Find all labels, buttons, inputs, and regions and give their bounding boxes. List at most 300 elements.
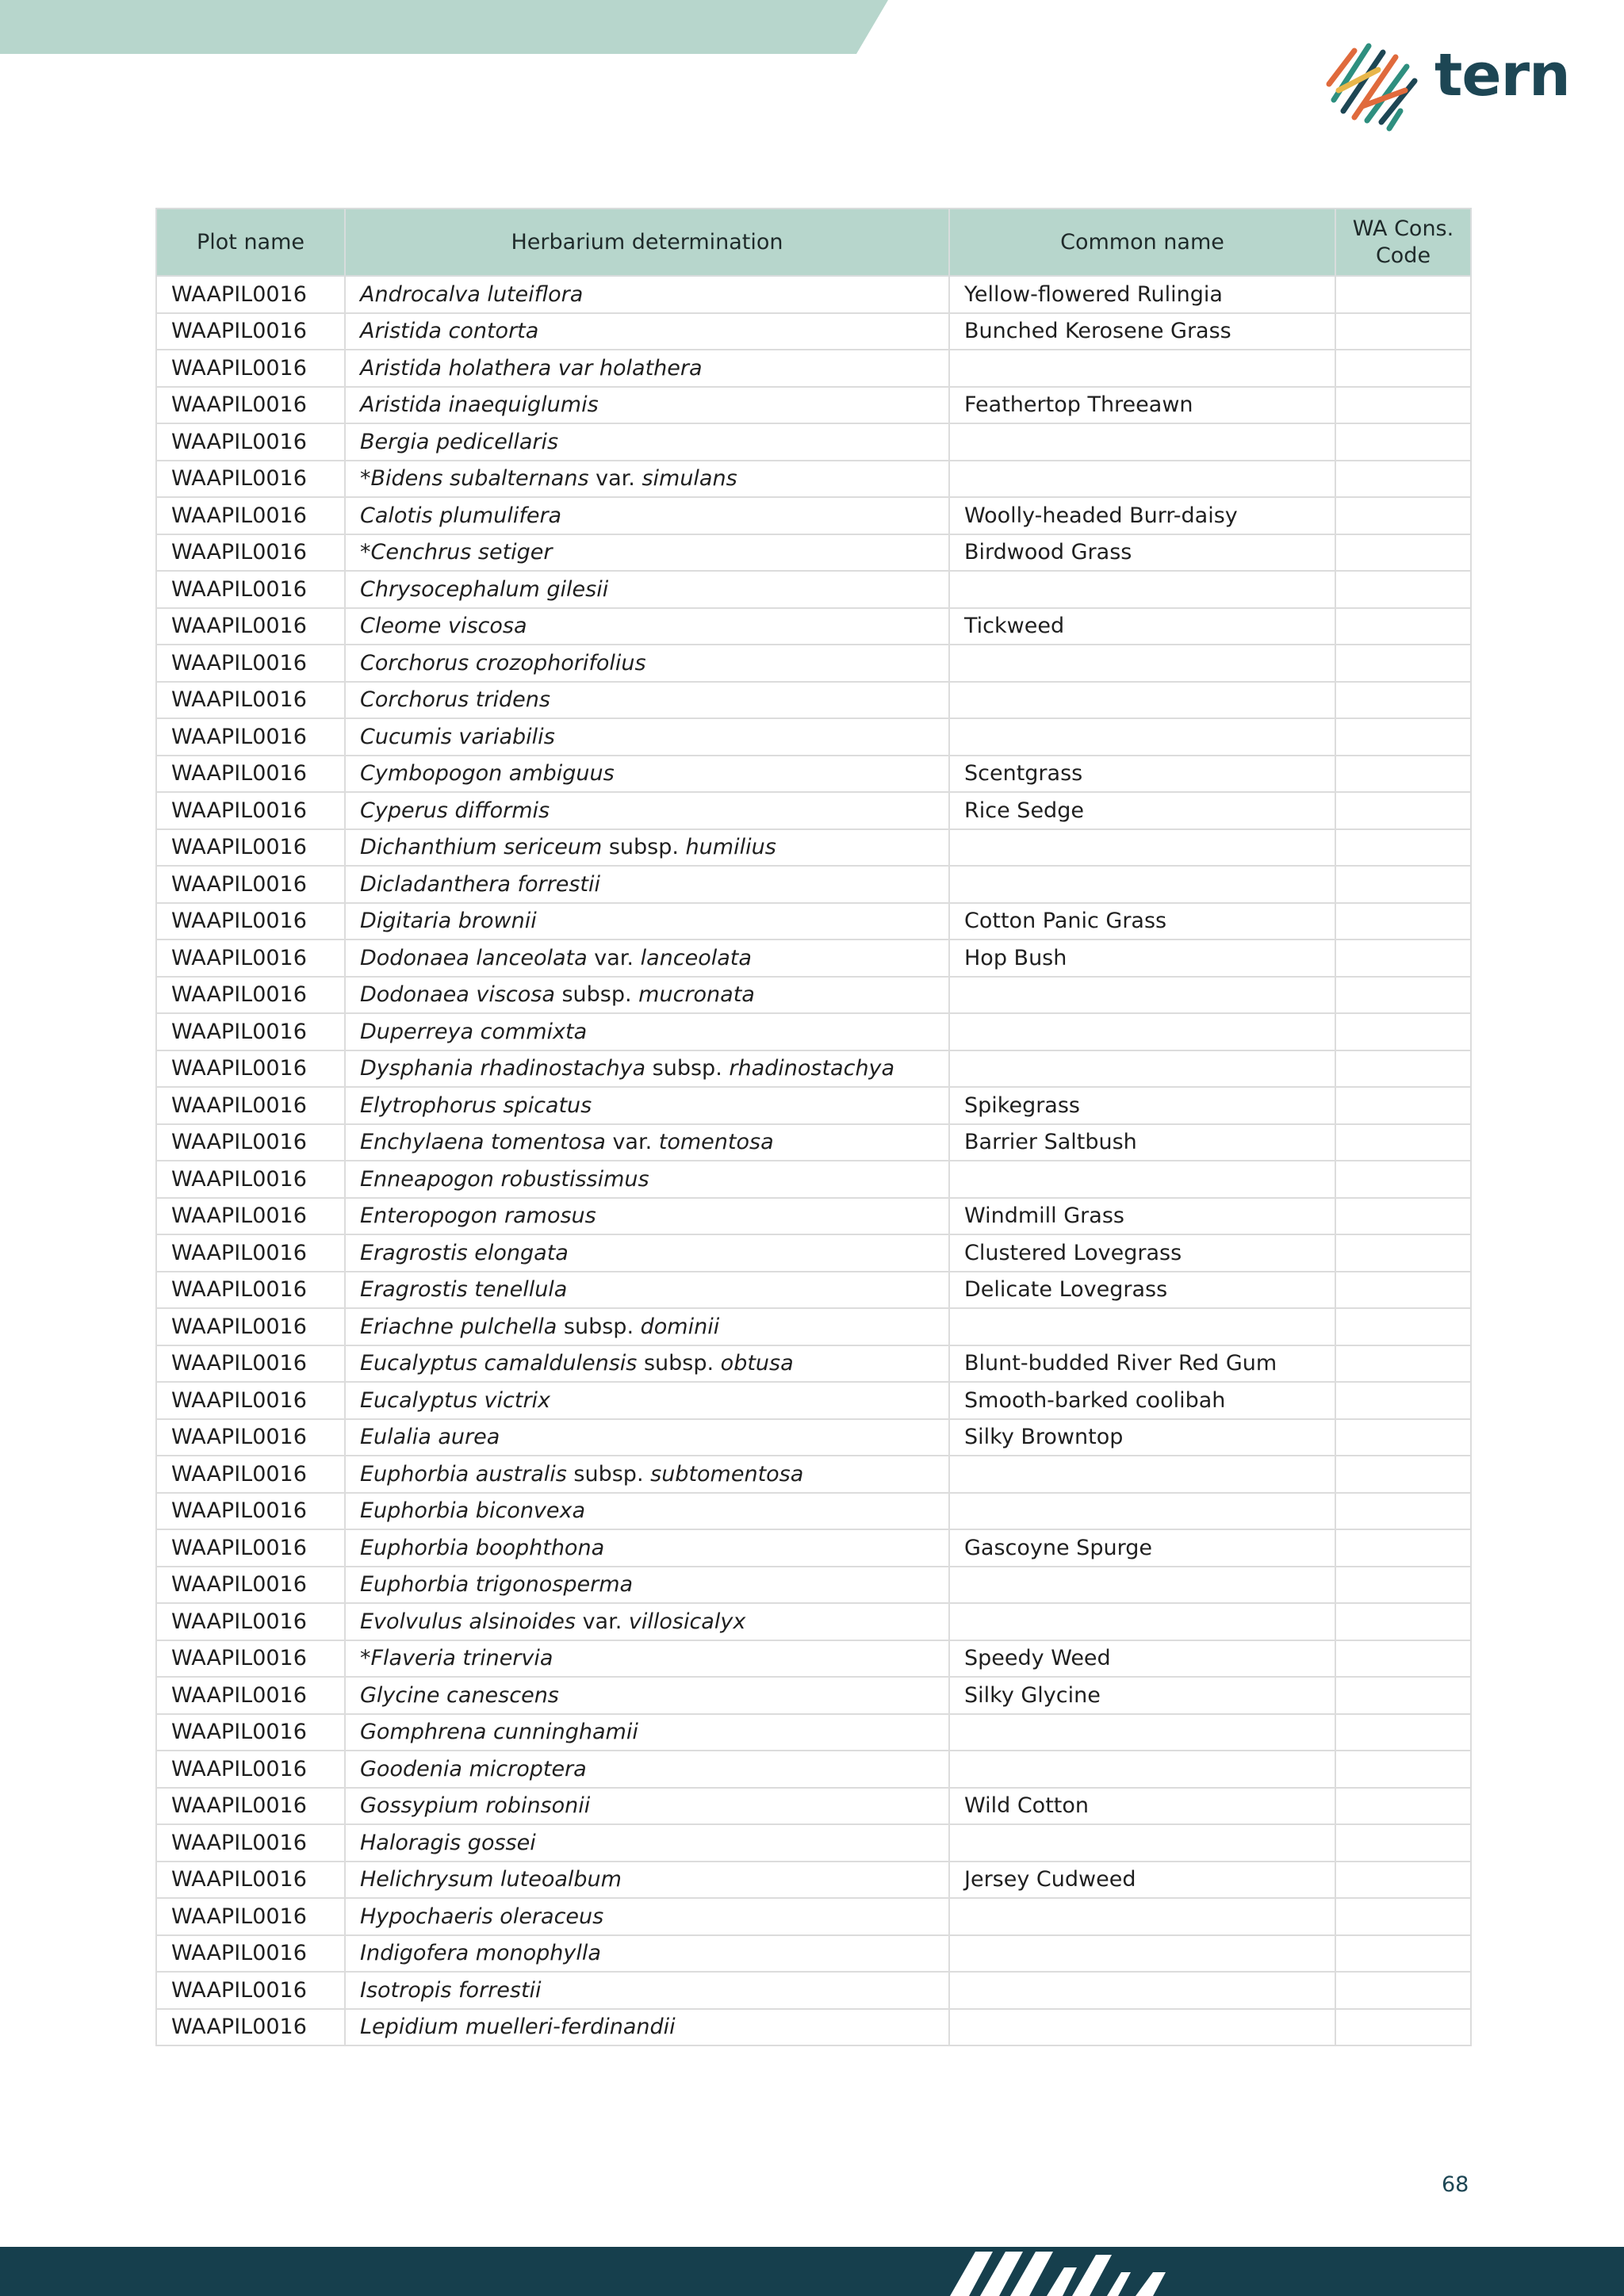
table-row — [156, 1272, 1471, 1309]
cell-herbarium-determination — [345, 1419, 949, 1456]
table-row — [156, 1493, 1471, 1530]
taxon-name-part: Cucumis variabilis — [360, 724, 555, 749]
table-row — [156, 1308, 1471, 1345]
taxon-name-part: simulans — [642, 466, 737, 492]
table-row — [156, 313, 1471, 350]
cell-herbarium-determination — [345, 423, 949, 461]
cell-wa-cons-code — [1335, 1050, 1471, 1088]
header-wa-cons-code: WA Cons. Code — [1335, 209, 1471, 276]
taxon-name-part: Evolvulus alsinoides — [360, 1609, 576, 1634]
cell-common-name — [949, 1161, 1335, 1198]
taxon-rank-part: var. — [587, 945, 641, 970]
header-common-name: Common name — [949, 209, 1335, 276]
cell-plot-name: WAAPIL0016 — [156, 1898, 345, 1935]
table-row — [156, 571, 1471, 608]
taxon-name-part: Hypochaeris oleraceus — [360, 1904, 604, 1929]
table-row — [156, 1788, 1471, 1825]
cell-plot-name: WAAPIL0016 — [156, 1087, 345, 1124]
cell-wa-cons-code — [1335, 534, 1471, 572]
cell-plot-name: WAAPIL0016 — [156, 1603, 345, 1640]
table-row — [156, 1714, 1471, 1751]
cell-herbarium-determination — [345, 1234, 949, 1272]
cell-plot-name: WAAPIL0016 — [156, 1161, 345, 1198]
cell-wa-cons-code — [1335, 1751, 1471, 1788]
taxon-rank-part: var. — [588, 466, 642, 492]
taxon-name-part: Cyperus difformis — [360, 798, 550, 823]
table-row — [156, 1603, 1471, 1640]
cell-common-name: Clustered Lovegrass — [949, 1234, 1335, 1272]
table-row — [156, 1419, 1471, 1456]
cell-plot-name: WAAPIL0016 — [156, 756, 345, 793]
table-row — [156, 866, 1471, 903]
cell-common-name — [949, 1751, 1335, 1788]
taxon-name-part: Elytrophorus spicatus — [360, 1093, 592, 1118]
cell-wa-cons-code — [1335, 350, 1471, 387]
taxon-name-part: Glycine canescens — [360, 1682, 559, 1708]
taxon-name-part: Cymbopogon ambiguus — [360, 761, 615, 786]
cell-plot-name: WAAPIL0016 — [156, 682, 345, 719]
taxon-name-part: mucronata — [638, 982, 755, 1008]
table-row — [156, 977, 1471, 1014]
cell-common-name — [949, 423, 1335, 461]
taxon-name-part: Eulalia aurea — [360, 1425, 500, 1450]
table-row — [156, 276, 1471, 313]
table-row — [156, 829, 1471, 867]
table-row — [156, 1456, 1471, 1493]
table-row — [156, 1529, 1471, 1567]
taxon-name-part: dominii — [640, 1314, 720, 1339]
cell-wa-cons-code — [1335, 903, 1471, 940]
table-row — [156, 1087, 1471, 1124]
brand-wordmark: tern — [1434, 41, 1570, 109]
cell-wa-cons-code — [1335, 1161, 1471, 1198]
cell-herbarium-determination — [345, 1972, 949, 2009]
taxon-name-part: Chrysocephalum gilesii — [360, 576, 609, 602]
cell-plot-name: WAAPIL0016 — [156, 1677, 345, 1714]
taxon-rank-part: subsp. — [637, 1351, 721, 1376]
cell-wa-cons-code — [1335, 387, 1471, 424]
taxon-rank-part: subsp. — [554, 982, 639, 1008]
cell-plot-name: WAAPIL0016 — [156, 1124, 345, 1161]
cell-wa-cons-code — [1335, 1198, 1471, 1235]
cell-plot-name: WAAPIL0016 — [156, 1567, 345, 1604]
cell-plot-name: WAAPIL0016 — [156, 350, 345, 387]
table-row — [156, 461, 1471, 498]
cell-wa-cons-code — [1335, 497, 1471, 534]
cell-herbarium-determination — [345, 276, 949, 313]
cell-common-name: Tickweed — [949, 608, 1335, 645]
cell-common-name — [949, 1456, 1335, 1493]
cell-herbarium-determination — [345, 1603, 949, 1640]
cell-plot-name: WAAPIL0016 — [156, 1456, 345, 1493]
cell-common-name — [949, 1972, 1335, 2009]
taxon-name-part: Aristida inaequiglumis — [360, 392, 599, 418]
cell-common-name: Cotton Panic Grass — [949, 903, 1335, 940]
table-row — [156, 1345, 1471, 1383]
taxon-name-part: Bergia pedicellaris — [360, 429, 559, 454]
cell-common-name — [949, 977, 1335, 1014]
taxon-name-part: Goodenia microptera — [360, 1756, 587, 1781]
cell-herbarium-determination — [345, 903, 949, 940]
cell-herbarium-determination — [345, 608, 949, 645]
header-herbarium-determination: Herbarium determination — [345, 209, 949, 276]
cell-wa-cons-code — [1335, 866, 1471, 903]
cell-herbarium-determination — [345, 1050, 949, 1088]
cell-common-name — [949, 461, 1335, 498]
cell-common-name: Speedy Weed — [949, 1640, 1335, 1678]
table-row — [156, 1677, 1471, 1714]
cell-plot-name: WAAPIL0016 — [156, 1788, 345, 1825]
cell-herbarium-determination — [345, 1529, 949, 1567]
cell-wa-cons-code — [1335, 1124, 1471, 1161]
cell-wa-cons-code — [1335, 1972, 1471, 2009]
cell-common-name: Silky Glycine — [949, 1677, 1335, 1714]
taxon-name-part: Corchorus tridens — [360, 687, 550, 713]
cell-herbarium-determination — [345, 1935, 949, 1973]
cell-common-name: Bunched Kerosene Grass — [949, 313, 1335, 350]
cell-wa-cons-code — [1335, 1603, 1471, 1640]
taxon-rank-part: subsp. — [566, 1461, 651, 1487]
table-row — [156, 1013, 1471, 1050]
cell-wa-cons-code — [1335, 608, 1471, 645]
cell-herbarium-determination — [345, 1567, 949, 1604]
cell-plot-name: WAAPIL0016 — [156, 1529, 345, 1567]
cell-common-name: Gascoyne Spurge — [949, 1529, 1335, 1567]
taxon-name-part: *Bidens subalternans — [360, 466, 589, 492]
taxon-name-part: Euphorbia biconvexa — [360, 1498, 586, 1524]
taxon-name-part: obtusa — [720, 1351, 794, 1376]
taxon-name-part: Isotropis forrestii — [360, 1977, 542, 2003]
taxon-name-part: Enchylaena tomentosa — [360, 1130, 606, 1155]
cell-herbarium-determination — [345, 1087, 949, 1124]
cell-wa-cons-code — [1335, 1234, 1471, 1272]
taxon-rank-part: subsp. — [645, 1056, 730, 1081]
cell-herbarium-determination — [345, 571, 949, 608]
cell-herbarium-determination — [345, 1013, 949, 1050]
cell-herbarium-determination — [345, 534, 949, 572]
cell-common-name: Delicate Lovegrass — [949, 1272, 1335, 1309]
cell-herbarium-determination — [345, 792, 949, 829]
table-row — [156, 1751, 1471, 1788]
cell-wa-cons-code — [1335, 276, 1471, 313]
cell-herbarium-determination — [345, 313, 949, 350]
cell-plot-name: WAAPIL0016 — [156, 313, 345, 350]
taxon-name-part: Aristida holathera var holathera — [360, 355, 703, 381]
cell-plot-name: WAAPIL0016 — [156, 1419, 345, 1456]
cell-common-name — [949, 1898, 1335, 1935]
table-row — [156, 1234, 1471, 1272]
table-row — [156, 497, 1471, 534]
cell-wa-cons-code — [1335, 461, 1471, 498]
cell-wa-cons-code — [1335, 1862, 1471, 1899]
cell-wa-cons-code — [1335, 1087, 1471, 1124]
cell-wa-cons-code — [1335, 1677, 1471, 1714]
taxon-name-part: Euphorbia australis — [360, 1461, 567, 1487]
taxon-name-part: Cleome viscosa — [360, 614, 527, 639]
species-table — [155, 208, 1472, 2046]
cell-common-name — [949, 350, 1335, 387]
header-plot-name: Plot name — [156, 209, 345, 276]
cell-plot-name: WAAPIL0016 — [156, 1972, 345, 2009]
cell-wa-cons-code — [1335, 1935, 1471, 1973]
table-row — [156, 1898, 1471, 1935]
cell-herbarium-determination — [345, 1456, 949, 1493]
footer-stripes-icon — [928, 2244, 1174, 2296]
cell-herbarium-determination — [345, 1198, 949, 1235]
table-row — [156, 939, 1471, 977]
header-band — [0, 0, 888, 54]
cell-plot-name: WAAPIL0016 — [156, 1493, 345, 1530]
taxon-name-part: Haloragis gossei — [360, 1830, 536, 1855]
cell-wa-cons-code — [1335, 1529, 1471, 1567]
taxon-name-part: rhadinostachya — [729, 1056, 895, 1081]
cell-plot-name: WAAPIL0016 — [156, 1935, 345, 1973]
taxon-name-part: Eucalyptus victrix — [360, 1387, 551, 1413]
cell-common-name: Jersey Cudweed — [949, 1862, 1335, 1899]
cell-wa-cons-code — [1335, 1640, 1471, 1678]
taxon-name-part: Enteropogon ramosus — [360, 1203, 596, 1229]
cell-common-name — [949, 866, 1335, 903]
taxon-rank-part: var. — [605, 1130, 659, 1155]
table-row — [156, 1124, 1471, 1161]
cell-wa-cons-code — [1335, 792, 1471, 829]
cell-herbarium-determination — [345, 1677, 949, 1714]
cell-wa-cons-code — [1335, 1898, 1471, 1935]
cell-wa-cons-code — [1335, 1493, 1471, 1530]
cell-wa-cons-code — [1335, 829, 1471, 867]
taxon-name-part: Eriachne pulchella — [360, 1314, 557, 1339]
cell-plot-name: WAAPIL0016 — [156, 645, 345, 682]
cell-herbarium-determination — [345, 1751, 949, 1788]
cell-plot-name: WAAPIL0016 — [156, 977, 345, 1014]
taxon-rank-part: subsp. — [602, 835, 686, 860]
cell-herbarium-determination — [345, 2009, 949, 2046]
cell-wa-cons-code — [1335, 1714, 1471, 1751]
cell-plot-name: WAAPIL0016 — [156, 387, 345, 424]
cell-common-name — [949, 1714, 1335, 1751]
taxon-name-part: Gossypium robinsonii — [360, 1793, 591, 1819]
cell-common-name — [949, 1308, 1335, 1345]
cell-wa-cons-code — [1335, 939, 1471, 977]
cell-herbarium-determination — [345, 387, 949, 424]
cell-plot-name: WAAPIL0016 — [156, 461, 345, 498]
cell-herbarium-determination — [345, 1898, 949, 1935]
cell-common-name — [949, 1567, 1335, 1604]
cell-common-name — [949, 829, 1335, 867]
cell-herbarium-determination — [345, 718, 949, 756]
cell-wa-cons-code — [1335, 1824, 1471, 1862]
table-row — [156, 1935, 1471, 1973]
cell-wa-cons-code — [1335, 1567, 1471, 1604]
cell-wa-cons-code — [1335, 682, 1471, 719]
cell-common-name: Wild Cotton — [949, 1788, 1335, 1825]
cell-common-name: Birdwood Grass — [949, 534, 1335, 572]
cell-plot-name: WAAPIL0016 — [156, 1050, 345, 1088]
cell-herbarium-determination — [345, 1714, 949, 1751]
cell-plot-name: WAAPIL0016 — [156, 2009, 345, 2046]
cell-wa-cons-code — [1335, 1419, 1471, 1456]
cell-common-name — [949, 2009, 1335, 2046]
table-header-row — [156, 209, 1471, 276]
cell-herbarium-determination — [345, 497, 949, 534]
cell-herbarium-determination — [345, 645, 949, 682]
taxon-name-part: Lepidium muelleri-ferdinandii — [360, 2015, 676, 2040]
table-row — [156, 387, 1471, 424]
cell-plot-name: WAAPIL0016 — [156, 276, 345, 313]
cell-common-name: Feathertop Threeawn — [949, 387, 1335, 424]
cell-plot-name: WAAPIL0016 — [156, 1862, 345, 1899]
taxon-name-part: Eucalyptus camaldulensis — [360, 1351, 638, 1376]
cell-plot-name: WAAPIL0016 — [156, 1345, 345, 1383]
cell-herbarium-determination — [345, 1124, 949, 1161]
cell-plot-name: WAAPIL0016 — [156, 792, 345, 829]
cell-herbarium-determination — [345, 977, 949, 1014]
cell-common-name — [949, 571, 1335, 608]
table-row — [156, 1862, 1471, 1899]
table-row — [156, 903, 1471, 940]
cell-plot-name: WAAPIL0016 — [156, 1714, 345, 1751]
cell-plot-name: WAAPIL0016 — [156, 1751, 345, 1788]
cell-herbarium-determination — [345, 461, 949, 498]
cell-plot-name: WAAPIL0016 — [156, 866, 345, 903]
table-row — [156, 2009, 1471, 2046]
cell-common-name — [949, 1824, 1335, 1862]
cell-wa-cons-code — [1335, 1308, 1471, 1345]
taxon-rank-part: subsp. — [557, 1314, 641, 1339]
cell-plot-name: WAAPIL0016 — [156, 1198, 345, 1235]
cell-wa-cons-code — [1335, 423, 1471, 461]
cell-common-name: Barrier Saltbush — [949, 1124, 1335, 1161]
taxon-name-part: Eragrostis elongata — [360, 1240, 569, 1265]
cell-herbarium-determination — [345, 829, 949, 867]
cell-common-name: Woolly-headed Burr-daisy — [949, 497, 1335, 534]
cell-herbarium-determination — [345, 1788, 949, 1825]
cell-plot-name: WAAPIL0016 — [156, 1272, 345, 1309]
cell-wa-cons-code — [1335, 756, 1471, 793]
cell-herbarium-determination — [345, 682, 949, 719]
cell-wa-cons-code — [1335, 2009, 1471, 2046]
table-row — [156, 792, 1471, 829]
cell-wa-cons-code — [1335, 645, 1471, 682]
cell-wa-cons-code — [1335, 571, 1471, 608]
table-row — [156, 1382, 1471, 1419]
cell-common-name — [949, 1493, 1335, 1530]
cell-plot-name: WAAPIL0016 — [156, 1234, 345, 1272]
cell-common-name: Windmill Grass — [949, 1198, 1335, 1235]
table-row — [156, 608, 1471, 645]
table-row — [156, 1972, 1471, 2009]
cell-common-name: Smooth-barked coolibah — [949, 1382, 1335, 1419]
cell-plot-name: WAAPIL0016 — [156, 423, 345, 461]
cell-herbarium-determination — [345, 1345, 949, 1383]
cell-herbarium-determination — [345, 1308, 949, 1345]
taxon-name-part: Indigofera monophylla — [360, 1941, 601, 1966]
taxon-name-part: subtomentosa — [650, 1461, 804, 1487]
cell-wa-cons-code — [1335, 718, 1471, 756]
cell-wa-cons-code — [1335, 1456, 1471, 1493]
taxon-name-part: Dysphania rhadinostachya — [360, 1056, 646, 1081]
cell-common-name: Scentgrass — [949, 756, 1335, 793]
cell-common-name: Spikegrass — [949, 1087, 1335, 1124]
taxon-name-part: Euphorbia trigonosperma — [360, 1572, 634, 1598]
cell-herbarium-determination — [345, 350, 949, 387]
cell-wa-cons-code — [1335, 1272, 1471, 1309]
cell-common-name: Silky Browntop — [949, 1419, 1335, 1456]
taxon-rank-part: var. — [575, 1609, 629, 1634]
cell-common-name — [949, 1050, 1335, 1088]
cell-herbarium-determination — [345, 1640, 949, 1678]
taxon-name-part: tomentosa — [658, 1130, 774, 1155]
taxon-name-part: *Cenchrus setiger — [360, 540, 553, 565]
cell-wa-cons-code — [1335, 1013, 1471, 1050]
taxon-name-part: Gomphrena cunninghamii — [360, 1720, 638, 1745]
cell-herbarium-determination — [345, 1161, 949, 1198]
taxon-name-part: lanceolata — [640, 945, 752, 970]
taxon-name-part: Corchorus crozophorifolius — [360, 650, 646, 675]
table-row — [156, 1640, 1471, 1678]
cell-plot-name: WAAPIL0016 — [156, 1824, 345, 1862]
cell-plot-name: WAAPIL0016 — [156, 939, 345, 977]
taxon-name-part: Dichanthium sericeum — [360, 835, 603, 860]
table-row — [156, 1824, 1471, 1862]
taxon-name-part: Androcalva luteiflora — [360, 281, 584, 307]
taxon-name-part: Duperreya commixta — [360, 1019, 588, 1044]
cell-wa-cons-code — [1335, 1788, 1471, 1825]
table-row — [156, 350, 1471, 387]
cell-common-name — [949, 645, 1335, 682]
cell-herbarium-determination — [345, 1824, 949, 1862]
table-row — [156, 1198, 1471, 1235]
cell-plot-name: WAAPIL0016 — [156, 497, 345, 534]
taxon-name-part: Dodonaea viscosa — [360, 982, 555, 1008]
table-row — [156, 718, 1471, 756]
taxon-name-part: villosicalyx — [628, 1609, 746, 1634]
taxon-name-part: *Flaveria trinervia — [360, 1646, 553, 1671]
page-number: 68 — [1442, 2172, 1469, 2197]
cell-herbarium-determination — [345, 1272, 949, 1309]
cell-common-name — [949, 682, 1335, 719]
cell-plot-name: WAAPIL0016 — [156, 903, 345, 940]
cell-common-name — [949, 1603, 1335, 1640]
taxon-name-part: Helichrysum luteoalbum — [360, 1867, 622, 1892]
cell-common-name: Hop Bush — [949, 939, 1335, 977]
cell-herbarium-determination — [345, 756, 949, 793]
cell-common-name — [949, 1013, 1335, 1050]
footer-band — [0, 2247, 1624, 2296]
cell-plot-name: WAAPIL0016 — [156, 1382, 345, 1419]
cell-herbarium-determination — [345, 1493, 949, 1530]
cell-wa-cons-code — [1335, 977, 1471, 1014]
cell-plot-name: WAAPIL0016 — [156, 571, 345, 608]
cell-common-name — [949, 1935, 1335, 1973]
cell-herbarium-determination — [345, 1862, 949, 1899]
cell-plot-name: WAAPIL0016 — [156, 1308, 345, 1345]
cell-plot-name: WAAPIL0016 — [156, 1640, 345, 1678]
cell-herbarium-determination — [345, 939, 949, 977]
table-row — [156, 423, 1471, 461]
cell-plot-name: WAAPIL0016 — [156, 829, 345, 867]
taxon-name-part: humilius — [685, 835, 776, 860]
table-row — [156, 756, 1471, 793]
taxon-name-part: Eragrostis tenellula — [360, 1277, 568, 1303]
taxon-name-part: Euphorbia boophthona — [360, 1535, 605, 1560]
taxon-name-part: Dicladanthera forrestii — [360, 871, 601, 897]
table-row — [156, 682, 1471, 719]
taxon-name-part: Digitaria brownii — [360, 909, 537, 934]
table-row — [156, 645, 1471, 682]
cell-plot-name: WAAPIL0016 — [156, 1013, 345, 1050]
cell-common-name: Yellow-flowered Rulingia — [949, 276, 1335, 313]
